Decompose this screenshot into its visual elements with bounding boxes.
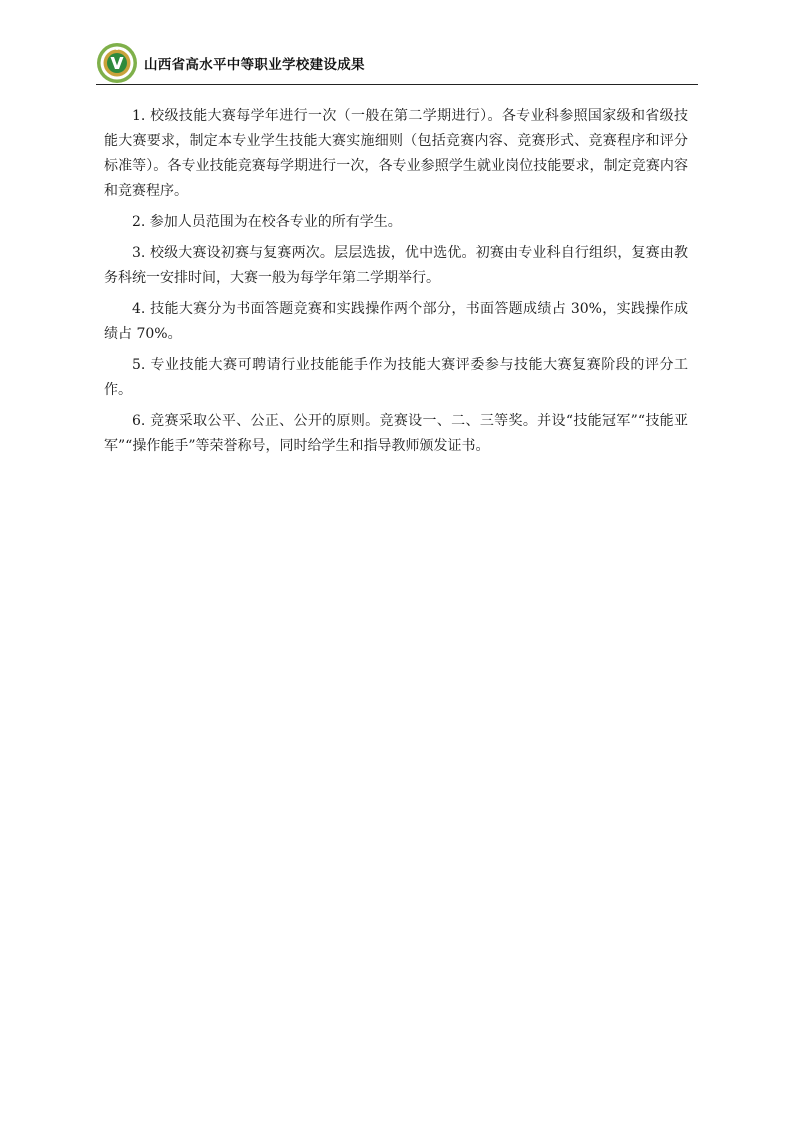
paragraph-item: 5. 专业技能大赛可聘请行业技能能手作为技能大赛评委参与技能大赛复赛阶段的评分工作。	[104, 357, 688, 398]
header-divider	[96, 84, 698, 85]
paragraph-item: 6. 竞赛采取公平、公正、公开的原则。竞赛设一、二、三等奖。并设“技能冠军”“技能亚军”“操作能手”等荣誉称号，同时给学生和指导教师颁发证书。	[104, 413, 688, 454]
paragraph-item: 2. 参加人员范围为在校各专业的所有学生。	[132, 214, 402, 230]
paragraph-item: 1. 校级技能大赛每学年进行一次（一般在第二学期进行）。各专业科参照国家级和省级技能大赛要求，制定本专业学生技能大赛实施细则（包括竞赛内容、竞赛形式、竞赛程序和评分标准等）。各专业技能竞赛每学期进行一次，各专业参照学生就业岗位技能要求，制定竞赛内容和竞赛程序。	[104, 108, 688, 199]
document-body	[104, 104, 688, 465]
paragraph-item: 3. 校级大赛设初赛与复赛两次。层层选拔，优中选优。初赛由专业科自行组织，复赛由教务科统一安排时间，大赛一般为每学年第二学期举行。	[104, 245, 688, 286]
school-emblem-icon	[96, 42, 138, 84]
header-title: 山西省高水平中等职业学校建设成果	[144, 57, 365, 73]
paragraph-item: 4. 技能大赛分为书面答题竞赛和实践操作两个部分，书面答题成绩占 30%，实践操作成绩占 70%。	[104, 301, 688, 342]
page-header	[96, 42, 698, 84]
